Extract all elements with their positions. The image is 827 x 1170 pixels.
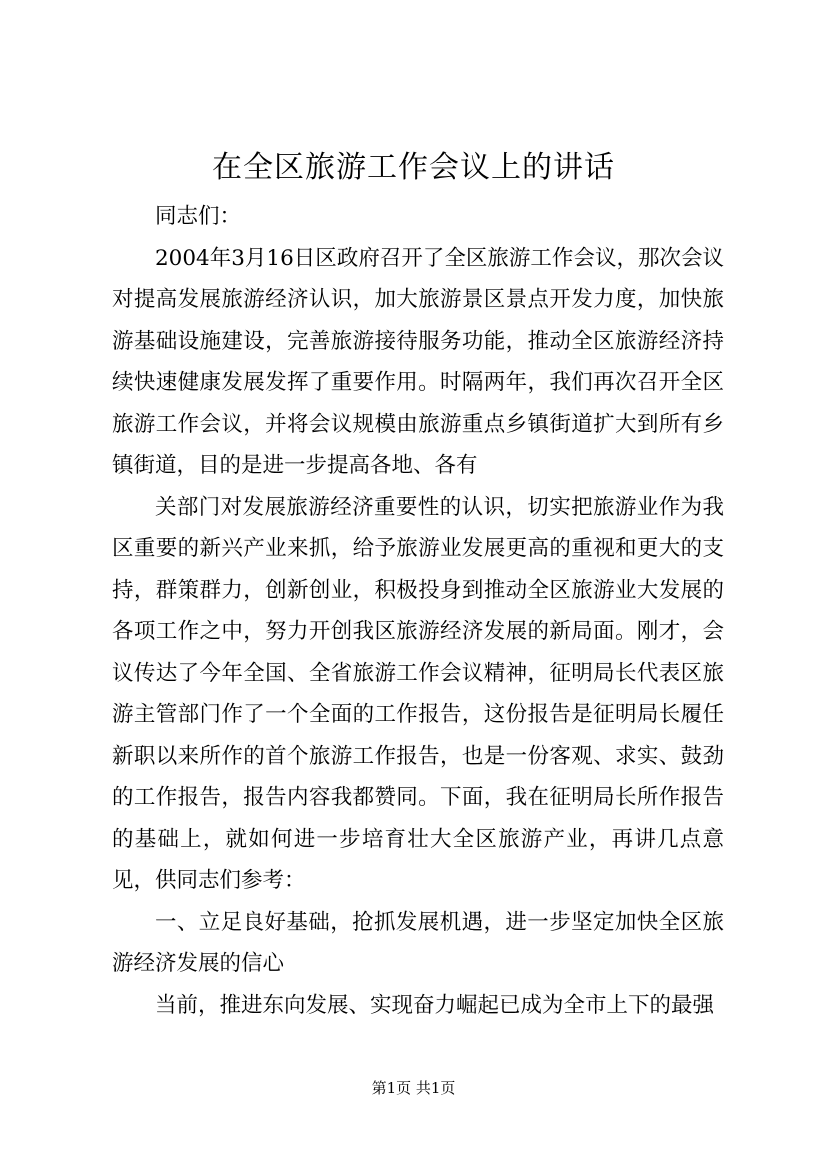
section-heading-1: 一、立足良好基础，抢抓发展机遇，进一步坚定加快全区旅游经济发展的信心 [112, 909, 724, 976]
document-body [112, 196, 724, 1026]
page-number-footer: 第1页 共1页 [371, 1079, 456, 1097]
salutation: 同志们： [155, 204, 242, 229]
paragraph-2: 关部门对发展旅游经济重要性的认识，切实把旅游业作为我区重要的新兴产业来抓，给予旅游业发展更高的重视和更大的支持，群策群力，创新创业，积极投身到推动全区旅游业大发展的各项工作之中，努力开创我区旅游经济发展的新局面。刚才，会议传达了今年全国、全省旅游工作会议精神，征明局长代表区旅游主管部门作了一个全面的工作报告，这份报告是征明局长履任新职以来所作的首个旅游工作报告，也是一份客观、求实、鼓劲的工作报告，报告内容我都赞同。下面，我在征明局长所作报告的基础上，就如何进一步培育壮大全区旅游产业，再讲几点意见，供同志们参考： [112, 494, 724, 893]
paragraph-3: 当前，推进东向发展、实现奋力崛起已成为全市上下的最强 [155, 992, 715, 1018]
document-title: 在全区旅游工作会议上的讲话 [212, 150, 615, 185]
paragraph-1: 2004年3月16日区政府召开了全区旅游工作会议，那次会议对提高发展旅游经济认识，加大旅游景区景点开发力度，加快旅游基础设施建设，完善旅游接待服务功能，推动全区旅游经济持续快速健康发展发挥了重要作用。时隔两年，我们再次召开全区旅游工作会议，并将会议规模由旅游重点乡镇街道扩大到所有乡镇街道，目的是进一步提高各地、各有 [112, 245, 724, 478]
